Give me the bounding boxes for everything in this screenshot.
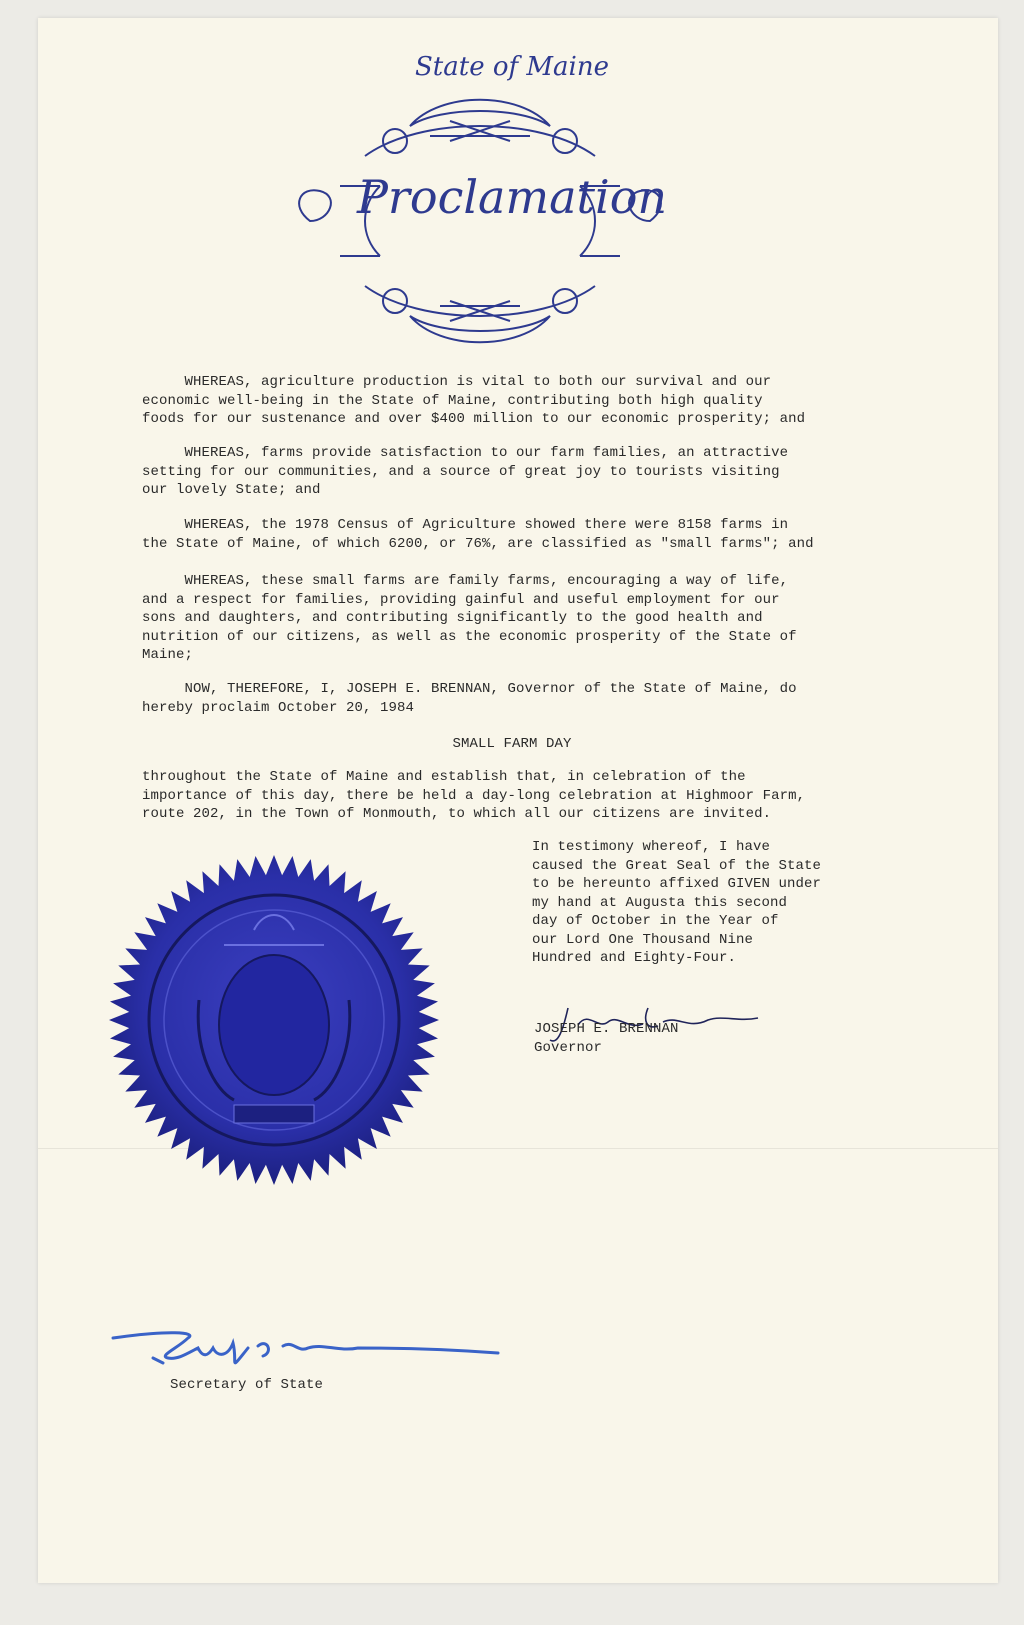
- therefore-paragraph: NOW, THEREFORE, I, JOSEPH E. BRENNAN, Governor of the State of Maine, do hereby proclaim October 20, 1984: [142, 681, 797, 716]
- proclamation-title: Proclamation: [356, 170, 668, 224]
- whereas-paragraph-2: WHEREAS, farms provide satisfaction to our farm families, an attractive setting for our communities, and a source of great joy to tourists visiting our lovely State; and: [142, 445, 789, 498]
- governor-name: JOSEPH E. BRENNAN: [534, 1021, 679, 1037]
- whereas-paragraph-4: WHEREAS, these small farms are family farms, encouraging a way of life, and a respect for families, providing gainful and useful employment for our sons and daughters, and contributing significantly to the good health and nutrition of our citizens, as well as the economic prosperity of the State of Maine;: [142, 573, 797, 663]
- whereas-paragraph-1: WHEREAS, agriculture production is vital to both our survival and our economic well-being in the State of Maine, contributing both high quality foods for our sustenance and over $400 million to our economic prosperity; and: [142, 374, 806, 427]
- closing-paragraph: throughout the State of Maine and establish that, in celebration of the importance of this day, there be held a day-long celebration at Highmoor Farm, route 202, in the Town of Monmouth, to which all our citizens are invited.: [142, 769, 806, 822]
- testimony-block: In testimony whereof, I have caused the Great Seal of the State to be hereunto affixed GIVEN under my hand at Augusta this second day of October in the Year of our Lord One Thousand Nine Hundred and Eighty-Four.: [532, 839, 822, 966]
- governor-title: Governor: [534, 1040, 603, 1056]
- great-seal-icon: [104, 850, 444, 1190]
- small-farm-day-heading: SMALL FARM DAY: [452, 736, 572, 752]
- secretary-title: Secretary of State: [170, 1377, 324, 1393]
- state-of-maine-heading: State of Maine: [415, 52, 609, 82]
- whereas-paragraph-3: WHEREAS, the 1978 Census of Agriculture showed there were 8158 farms in the State of Maine, of which 6200, or 76%, are classified as "small farms"; and: [142, 517, 814, 552]
